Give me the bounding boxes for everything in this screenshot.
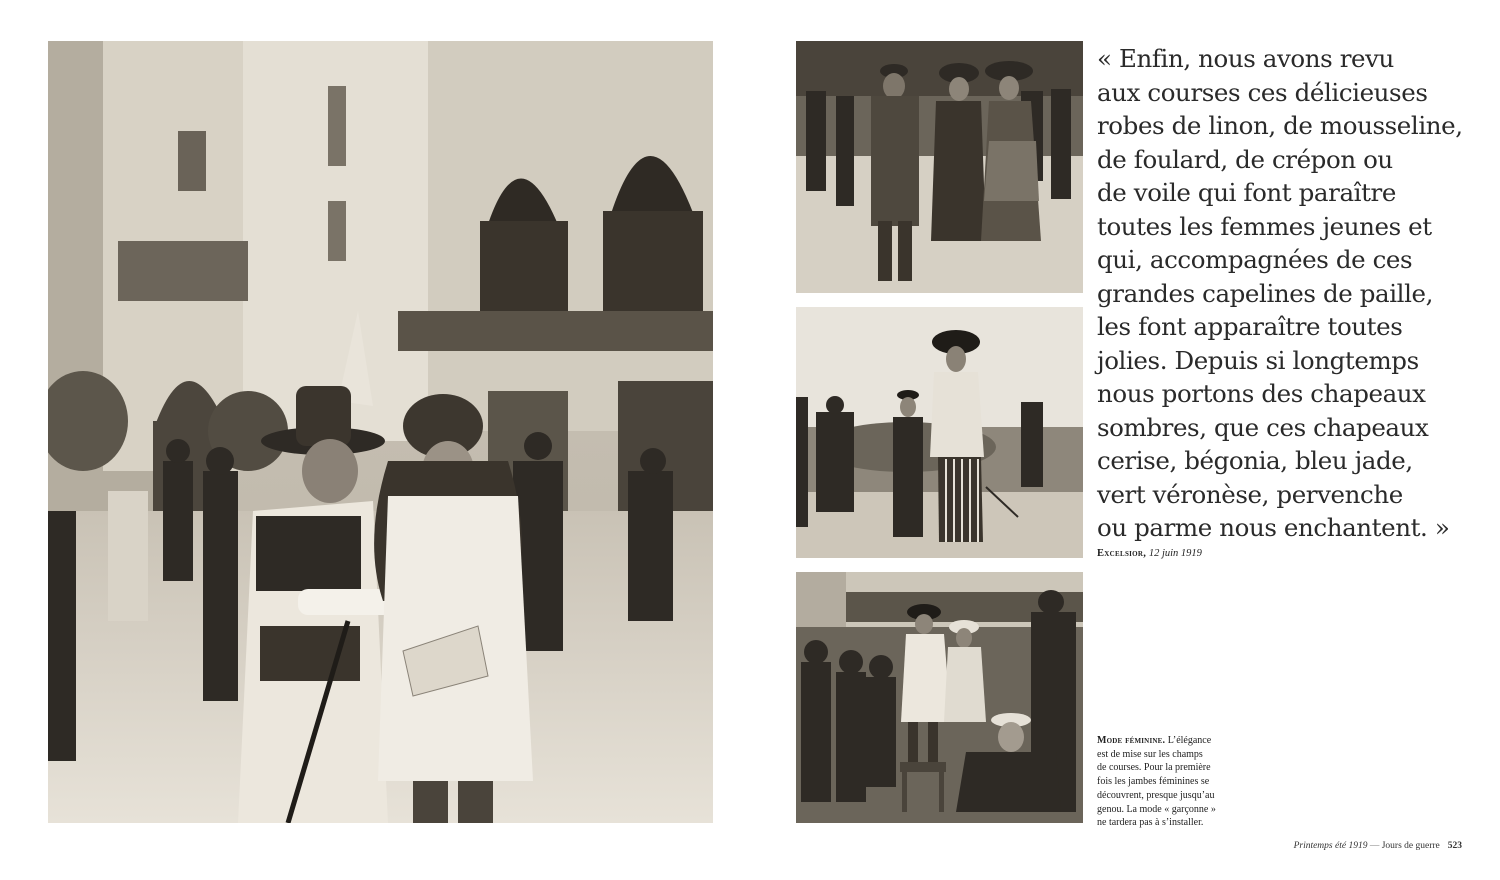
middle-photo-image [796,307,1083,558]
bottom-photo [796,572,1083,823]
photo-caption [1097,734,1227,830]
footer-section: Printemps été 1919 [1293,841,1368,851]
quote-line: ou parme nous enchantent. » [1097,513,1450,542]
main-photo [48,41,713,823]
quote-line: aux courses ces délicieuses [1097,77,1428,107]
caption-line: de courses. Pour la première [1097,762,1211,774]
caption-line: ne tardera pas à s’installer. [1097,817,1204,829]
quote-line: qui, accompagnées de ces [1097,245,1413,274]
quote-line: robes de linon, de mousseline, [1097,111,1463,140]
page-number: 523 [1447,841,1462,851]
quote-line: vert véronèse, pervenche [1097,479,1403,509]
footer-separator: — [1367,841,1382,851]
quote-line: nous portons des chapeaux [1097,379,1426,408]
caption-text: L’élégance [1165,735,1212,746]
main-photo-image [48,41,713,823]
caption-line: est de mise sur les champs [1097,748,1203,760]
quote-source [1097,548,1202,559]
caption-line: découvrent, presque jusqu’au [1097,789,1215,801]
quote-line: de foulard, de crépon ou [1097,144,1393,174]
quote-line: jolies. Depuis si longtemps [1097,345,1419,375]
top-photo [796,41,1083,293]
quote-line: cerise, bégonia, bleu jade, [1097,446,1413,475]
caption-first-line [1097,734,1227,748]
caption-line: fois les jambes féminines se [1097,776,1210,788]
source-name: Excelsior, [1097,548,1147,559]
footer-chapter: Jours de guerre [1381,841,1440,851]
quote-line: sombres, que ces chapeaux [1097,412,1429,442]
quote-line: toutes les femmes jeunes et [1097,211,1432,241]
caption-line: genou. La mode « garçonne » [1097,803,1216,815]
caption-title: Mode féminine. [1097,735,1166,746]
page-footer [1294,841,1462,851]
quote-line: grandes capelines de paille, [1097,278,1433,308]
pull-quote [1097,42,1487,545]
top-photo-image [796,41,1083,293]
quote-line: de voile qui font paraître [1097,178,1396,207]
quote-line: les font apparaître toutes [1097,312,1403,341]
source-date: 12 juin 1919 [1146,548,1202,559]
quote-line: « Enfin, nous avons revu [1097,44,1394,73]
bottom-photo-image [796,572,1083,823]
middle-photo [796,307,1083,558]
